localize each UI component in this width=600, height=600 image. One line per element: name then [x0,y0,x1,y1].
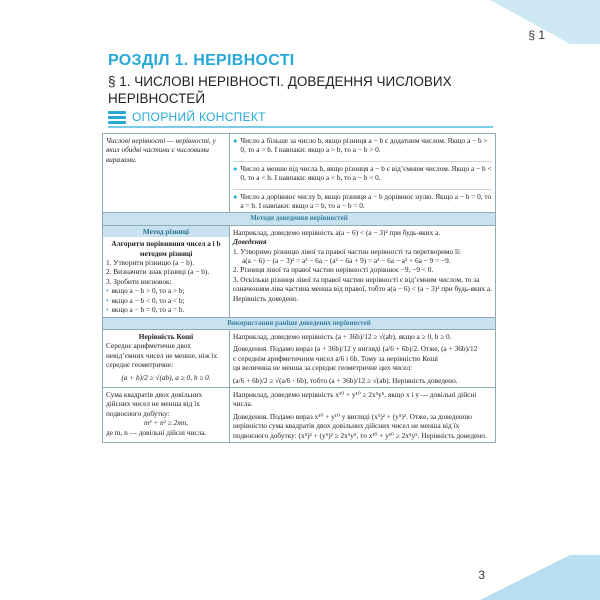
section-tag: § 1 [528,28,545,42]
cauchy-formula: (a + b)/2 ≥ √(ab), a ≥ 0, b ≥ 0. [121,372,211,382]
cauchy-proof-3: ця величина не менша за середнє геометричне цих чисел: [233,363,413,373]
methods-header: Методи доведення нерівностей [103,213,496,225]
cauchy-proof-4: (a/6 + 6b)/2 ≥ √(a/6 · 6b), тобто (a + 36b)/12 ≥ √(ab). Нерівність доведено. [233,375,458,385]
example-statement: Наприклад, доведемо нерівність a(a − 6) < (a − 3)² при будь-яких a. [233,227,441,237]
cauchy-statement: Середнє арифметичне двох невід’ємних чисел не менше, ніж їх середнє геометричне: [106,341,218,370]
chapter-title: РОЗДІЛ 1. НЕРІВНОСТІ [108,52,295,69]
difference-method-row [103,225,496,317]
methods-header-row [103,213,496,225]
squares-cell [103,387,230,442]
cauchy-title: Нерівність Коші [138,331,194,341]
proof-step-3: 3. Оскільки різниця лівої та правої частин нерівності є від’ємним числом, то за означенням ліва частина менша від правої, тобто a(a − 6) < (a − 3)² при будь-яких a. Нерівність доведено. [233,274,492,303]
proof-step-2: 2. Різниця лівої та правої частин нерівності дорівнює −9, −9 < 0. [233,265,434,275]
cauchy-proof-1: Доведення. Подамо вираз (a + 36b)/12 у вигляді (a/6 + 6b)/2. Отже, (a + 36b)/12 [233,344,478,354]
used-header-row [103,317,496,329]
squares-proof: Доведення. Подамо вираз x¹⁰ + y¹⁰ у вигляді (x⁵)² + (y⁵)². Отже, за доведеною нерівністю сума квадратів двох довільних дійсних чисел не менша від їх подвоєного добутку: (x⁵)² + (y⁵)² ≥ 2x⁵y⁵, то x¹⁰ + y¹⁰ ≥ 2x⁵y⁵. Нерівність доведено. [233,411,487,440]
step-3: 3. Зробити висновок: [106,276,172,286]
conclusion-2-text: якщо a − b < 0, то a < b; [111,295,185,305]
algorithm-title: Алгоритм порівняння чисел a і b методом різниці [111,239,221,258]
book-stack-icon [108,111,126,124]
used-header: Використання раніше доведених нерівностей [103,317,496,329]
step-1: 1. Утворити різницю (a − b). [106,258,195,268]
cauchy-example-cell [230,329,496,387]
rule-greater [233,136,492,155]
comparison-rules-cell [230,134,496,213]
conclusion-1-text: якщо a − b > 0, то a > b; [111,286,185,296]
squares-example-cell [230,387,496,442]
squares-statement: Сума квадратів двох довільних дійсних чисел не менша від їх подвоєного добутку: [106,389,203,418]
step-2: 2. Визначити знак різниці (a − b). [106,267,210,277]
difference-method-cell [103,225,230,317]
cauchy-row [103,329,496,387]
bullet-icon: ● [233,163,238,173]
cauchy-cell [103,329,230,387]
proof-label: Доведення [233,237,267,247]
proof-step-1: 1. Утворимо різницю лівої та правої частин нерівності та перетворимо її: [233,246,462,256]
bullet-icon: • [106,305,109,315]
squares-formula: m² + n² ≥ 2mn, [144,418,188,428]
squares-row [103,387,496,442]
rule-less-text: Число a менше від числа b, якщо різниця a − b є від’ємним числом. Якщо a − b < 0, то a < b. І навпаки: якщо a < b, то a − b < 0. [240,163,492,183]
conclusion-2 [106,296,226,305]
footer-corner-decoration [480,555,600,600]
bullet-icon: • [106,286,109,296]
divider [233,185,492,190]
summary-label: ОПОРНИЙ КОНСПЕКТ [132,110,266,124]
section-title: § 1. ЧИСЛОВІ НЕРІВНОСТІ. ДОВЕДЕННЯ ЧИСЛОВИХ НЕРІВНОСТЕЙ [108,74,452,106]
conclusion-3 [106,305,226,314]
squares-note: де m, n — довільні дійсні числа. [106,427,207,437]
definition-row [103,134,496,213]
rule-greater-text: Число a більше за число b, якщо різниця a − b є додатним числом. Якщо a − b > 0, то a > b. І навпаки: якщо a > b, то a − b > 0. [240,136,488,155]
rule-equal-text: Число a дорівнює числу b, якщо різниця a − b дорівнює нулю. Якщо a − b = 0, то a = b. І навпаки: якщо a = b, то a − b = 0. [240,191,492,211]
page-number: 3 [478,568,485,582]
bullet-icon: ● [233,191,238,201]
summary-table [102,133,496,443]
rule-less [233,164,492,183]
summary-heading [108,110,266,124]
bullet-icon: • [106,295,109,305]
proof-transform: a(a − 6) − (a − 3)² = a² − 6a − (a² − 6a + 9) = a² − 6a − a² + 6a − 9 = −9. [242,256,451,266]
difference-example-cell [230,225,496,317]
divider [233,157,492,162]
header-corner-decoration [490,0,600,44]
definition-cell: Числові нерівності — нерівності, у яких обидві частини є числовими виразами. [103,134,230,213]
difference-method-title: Метод різниці [103,226,229,237]
bullet-icon: ● [233,136,238,145]
conclusion-1 [106,286,226,295]
conclusion-3-text: якщо a − b = 0, то a = b. [111,305,185,315]
cauchy-example: Наприклад, доведемо нерівність (a + 36b)/12 ≥ √(ab), якщо a ≥ 0, b ≥ 0. [233,331,452,341]
cauchy-proof-2: є середнім арифметичним чисел a/6 і 6b. Тому за нерівністю Коші [233,353,439,363]
squares-example: Наприклад, доведемо нерівність x¹⁰ + y¹⁰ ≥ 2x⁵y⁵, якщо x і y — довільні дійсні числа. [233,389,477,409]
rule-equal [233,192,492,211]
summary-underline [108,126,493,128]
